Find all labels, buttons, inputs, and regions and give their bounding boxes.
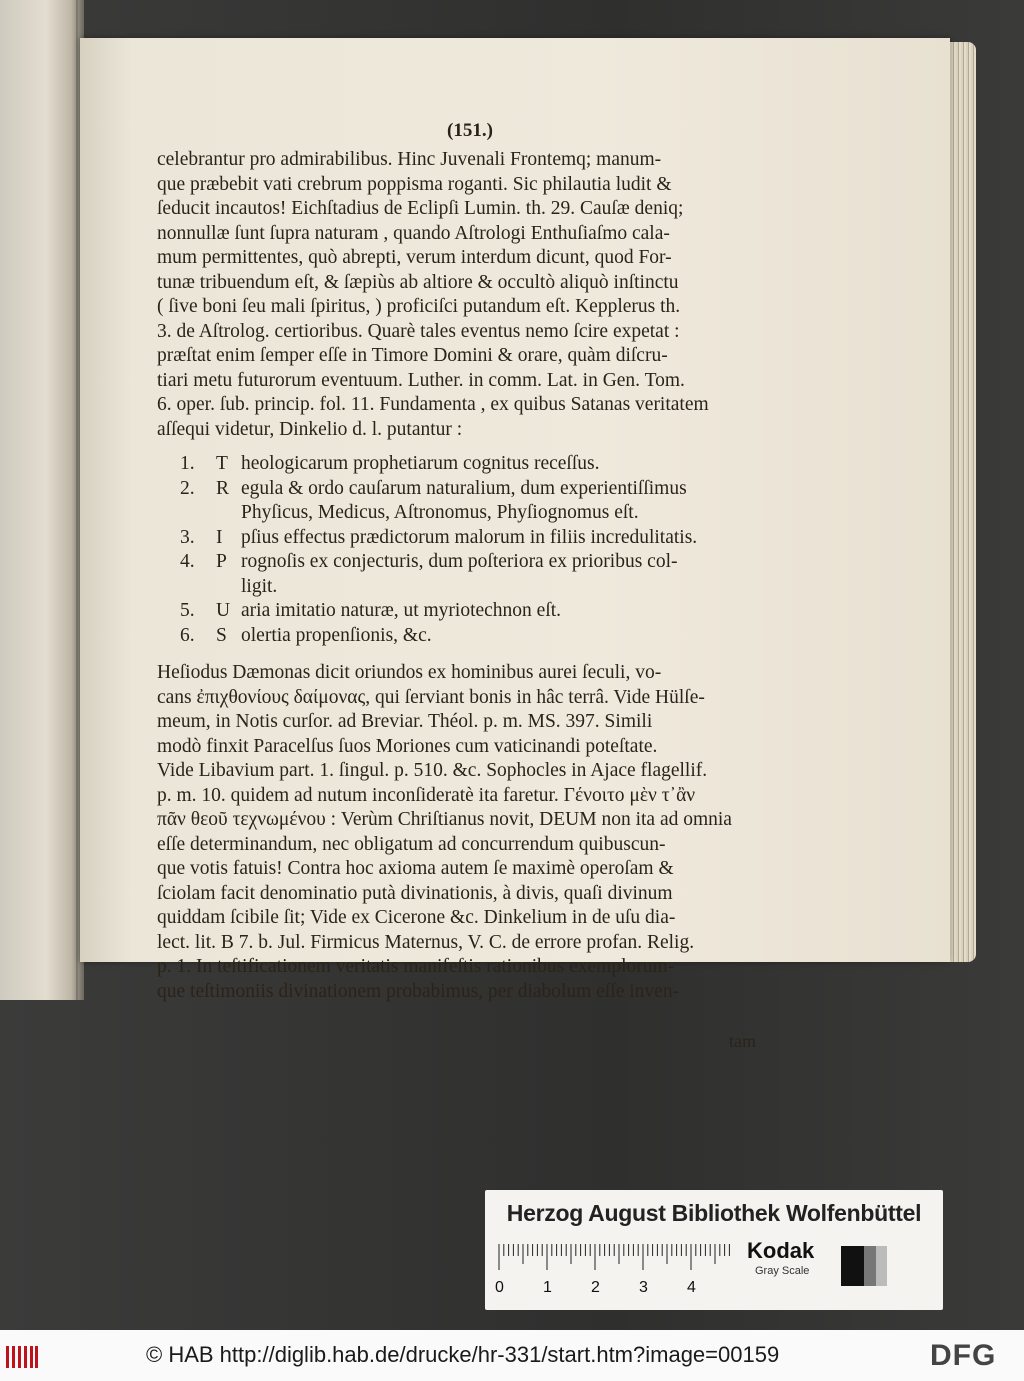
list-text: olertia propenſionis, &c. [241,624,432,646]
text-line: que votis fatuis! Contra hoc axioma autem ſe maximè operoſam & [157,858,674,879]
gray-swatch [841,1246,887,1286]
kodak-brand: Kodak [747,1238,815,1263]
ruler-label: 3 [639,1279,648,1296]
text-line: Vide Libavium part. 1. ſingul. p. 510. &c. Sophocles in Ajace flagellif. [157,760,708,781]
numbered-list [180,452,697,648]
text-line: meum, in Notis curſor. ad Breviar. Théol. p. m. MS. 397. Simili [157,711,653,732]
list-item [180,599,697,624]
ruler-label: 2 [591,1279,600,1296]
text-line: lect. lit. B 7. b. Jul. Firmicus Maternus, V. C. de errore profan. Relig. [157,931,695,953]
list-initial: R [216,477,230,499]
list-number: 5. [180,600,195,621]
list-item [180,624,697,649]
text-line: cans ἐπιχθονίους δαίμονας, qui ſerviant bonis in hâc terrâ. Vide Hülſe- [157,686,705,708]
catchword: tam [729,1031,756,1051]
list-initial: I [216,526,223,548]
text-line: que teſtimoniis divinationem probabimus, per diabolum eſſe inven- [157,980,680,1002]
facing-page-edge [0,0,84,1000]
text-line: ( ſive boni ſeu mali ſpiritus, ) proficiſci putandum eſt. Kepplerus th. [157,296,681,317]
text-line: 3. de Aſtrolog. certioribus. Quarè tales eventus nemo ſcire expetat : [157,320,680,342]
list-initial: U [216,600,231,621]
list-text: ligit. [241,575,278,597]
viewer-footer [0,1330,1024,1381]
list-item [180,550,697,575]
list-text: aria imitatio naturæ, ut myriotechnon eſt. [241,600,562,621]
text-line: eſſe determinandum, nec obligatum ad concurrendum quibuscun- [157,833,666,855]
ruler-scale [495,1242,735,1298]
list-text: Phyſicus, Medicus, Aſtronomus, Phyſiognomus eſt. [241,502,639,523]
list-text: heologicarum prophetiarum cognitus receſſus. [241,453,600,474]
text-line: nonnullæ ſunt ſupra naturam , quando Aſtrologi Enthuſiaſmo cala- [157,222,670,244]
page-number-header: (151.) [447,120,493,141]
text-line: p. 1. In teſtificationem veritatis manifeſtis rationibus exemplorum- [157,956,675,977]
list-initial: S [216,624,227,646]
paragraph-2 [157,661,732,1004]
list-number: 4. [180,551,195,572]
text-line: celebrantur pro admirabilibus. Hinc Juvenali Frontemq; manum- [157,149,662,170]
text-line: tiari metu futurorum eventuum. Luther. in comm. Lat. in Gen. Tom. [157,369,685,391]
text-line: aſſequi videtur, Dinkelio d. l. putantur : [157,418,463,440]
text-line: que præbebit vati crebrum poppisma roganti. Sic philautia ludit & [157,173,672,195]
text-line: mum permittentes, quò abrepti, verum interdum dicunt, quod For- [157,247,672,268]
list-initial: P [216,551,227,572]
list-initial: T [216,453,228,474]
list-number: 6. [180,624,195,646]
list-item [180,452,697,477]
list-item [180,575,697,600]
list-text: egula & ordo cauſarum naturalium, dum experientiſſimus [241,477,687,499]
text-line: ſciolam facit denominatio putà divinationis, à divis, quaſi divinum [157,882,673,904]
paragraph-1 [157,148,709,442]
hab-library-logo-icon [4,1342,40,1370]
text-line: πᾶν θεοῦ τεχνωμένου : Verùm Chriſtianus novit, DEUM non ita ad omnia [157,809,732,830]
gray-scale-label: Gray Scale [755,1265,810,1277]
list-number: 3. [180,526,195,548]
text-line: 6. oper. ſub. princip. fol. 11. Fundamenta , ex quibus Satanas veritatem [157,394,709,415]
list-item [180,477,697,502]
list-item [180,526,697,551]
ruler-label: 4 [687,1279,696,1296]
text-line: tunæ tribuendum eſt, & ſæpiùs ab altiore & occultò aliquò inſtinctu [157,271,679,293]
ruler-label: 1 [543,1279,552,1296]
list-item [180,501,697,526]
text-line: quiddam ſcibile ſit; Vide ex Cicerone &c. Dinkelium in de uſu dia- [157,907,676,928]
ruler-label: 0 [495,1279,504,1296]
list-text: pſius effectus prædictorum malorum in filiis incredulitatis. [241,526,698,548]
dfg-logo: DFG [930,1339,997,1372]
list-number: 2. [180,477,195,499]
list-number: 1. [180,453,195,474]
list-text: rognoſis ex conjecturis, dum poſteriora ex prioribus col- [241,551,678,572]
text-line: Heſiodus Dæmonas dicit oriundos ex hominibus aurei ſeculi, vo- [157,662,662,683]
library-name: Herzog August Bibliothek Wolfenbüttel [506,1200,922,1226]
copyright-url[interactable]: © HAB http://diglib.hab.de/drucke/hr-331/start.htm?image=00159 [146,1342,780,1367]
text-line: modò finxit Paracelſus ſuos Moriones cum vaticinandi poteſtate. [157,735,658,757]
text-line: ſeducit incautos! Eichſtadius de Eclipſi Lumin. th. 29. Cauſæ deniq; [157,198,684,219]
library-color-card [485,1190,943,1310]
text-line: præſtat enim ſemper eſſe in Timore Domini & orare, quàm diſcru- [157,345,668,366]
text-line: p. m. 10. quidem ad nutum inconſideratè ita faretur. Γένοιτο μὲν τ᾽ἂν [157,784,696,806]
